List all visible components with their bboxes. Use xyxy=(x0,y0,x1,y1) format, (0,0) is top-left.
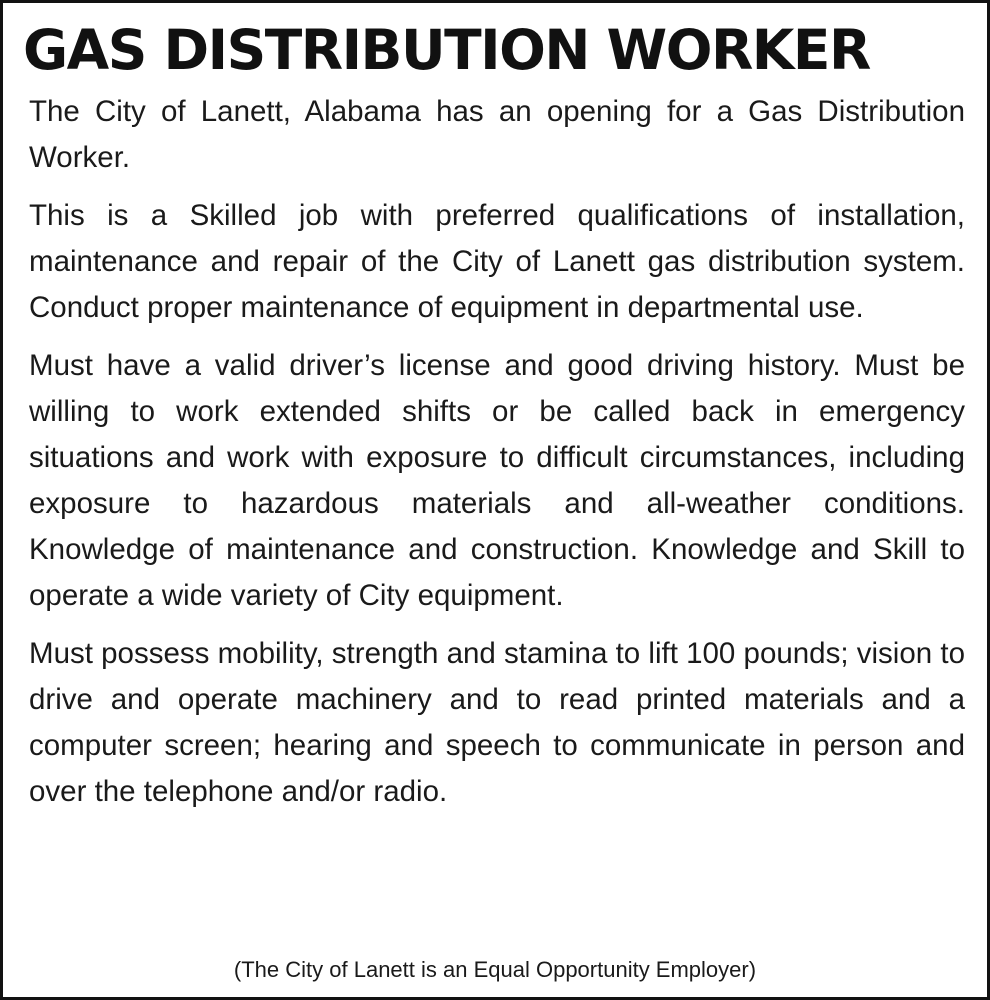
ad-paragraph-physical-requirements: Must possess mobility, strength and stamina to lift 100 pounds; vision to drive and operate machinery and to read printed materials and a computer screen; hearing and speech to communicate in person and over the telephone and/or radio. xyxy=(29,637,965,808)
ad-paragraph-requirements: Must have a valid driver’s license and good driving history. Must be willing to work extended shifts or be called back in emergency situations and work with exposure to difficult circumstances, including exposure to hazardous materials and all-weather conditions. Knowledge of maintenance and construction. Knowledge and Skill to operate a wide variety of City equipment. xyxy=(29,349,965,612)
ad-footer-eeo-statement: (The City of Lanett is an Equal Opportunity Employer) xyxy=(233,957,757,982)
ad-paragraph-opening: The City of Lanett, Alabama has an opening for a Gas Distribution Worker. xyxy=(29,95,965,174)
ad-paragraph-job-description: This is a Skilled job with preferred qualifications of installation, maintenance and repair of the City of Lanett gas distribution system. Conduct proper maintenance of equipment in departmental use. xyxy=(29,199,965,324)
ad-body xyxy=(29,89,965,815)
ad-title: GAS DISTRIBUTION WORKER xyxy=(23,18,870,82)
